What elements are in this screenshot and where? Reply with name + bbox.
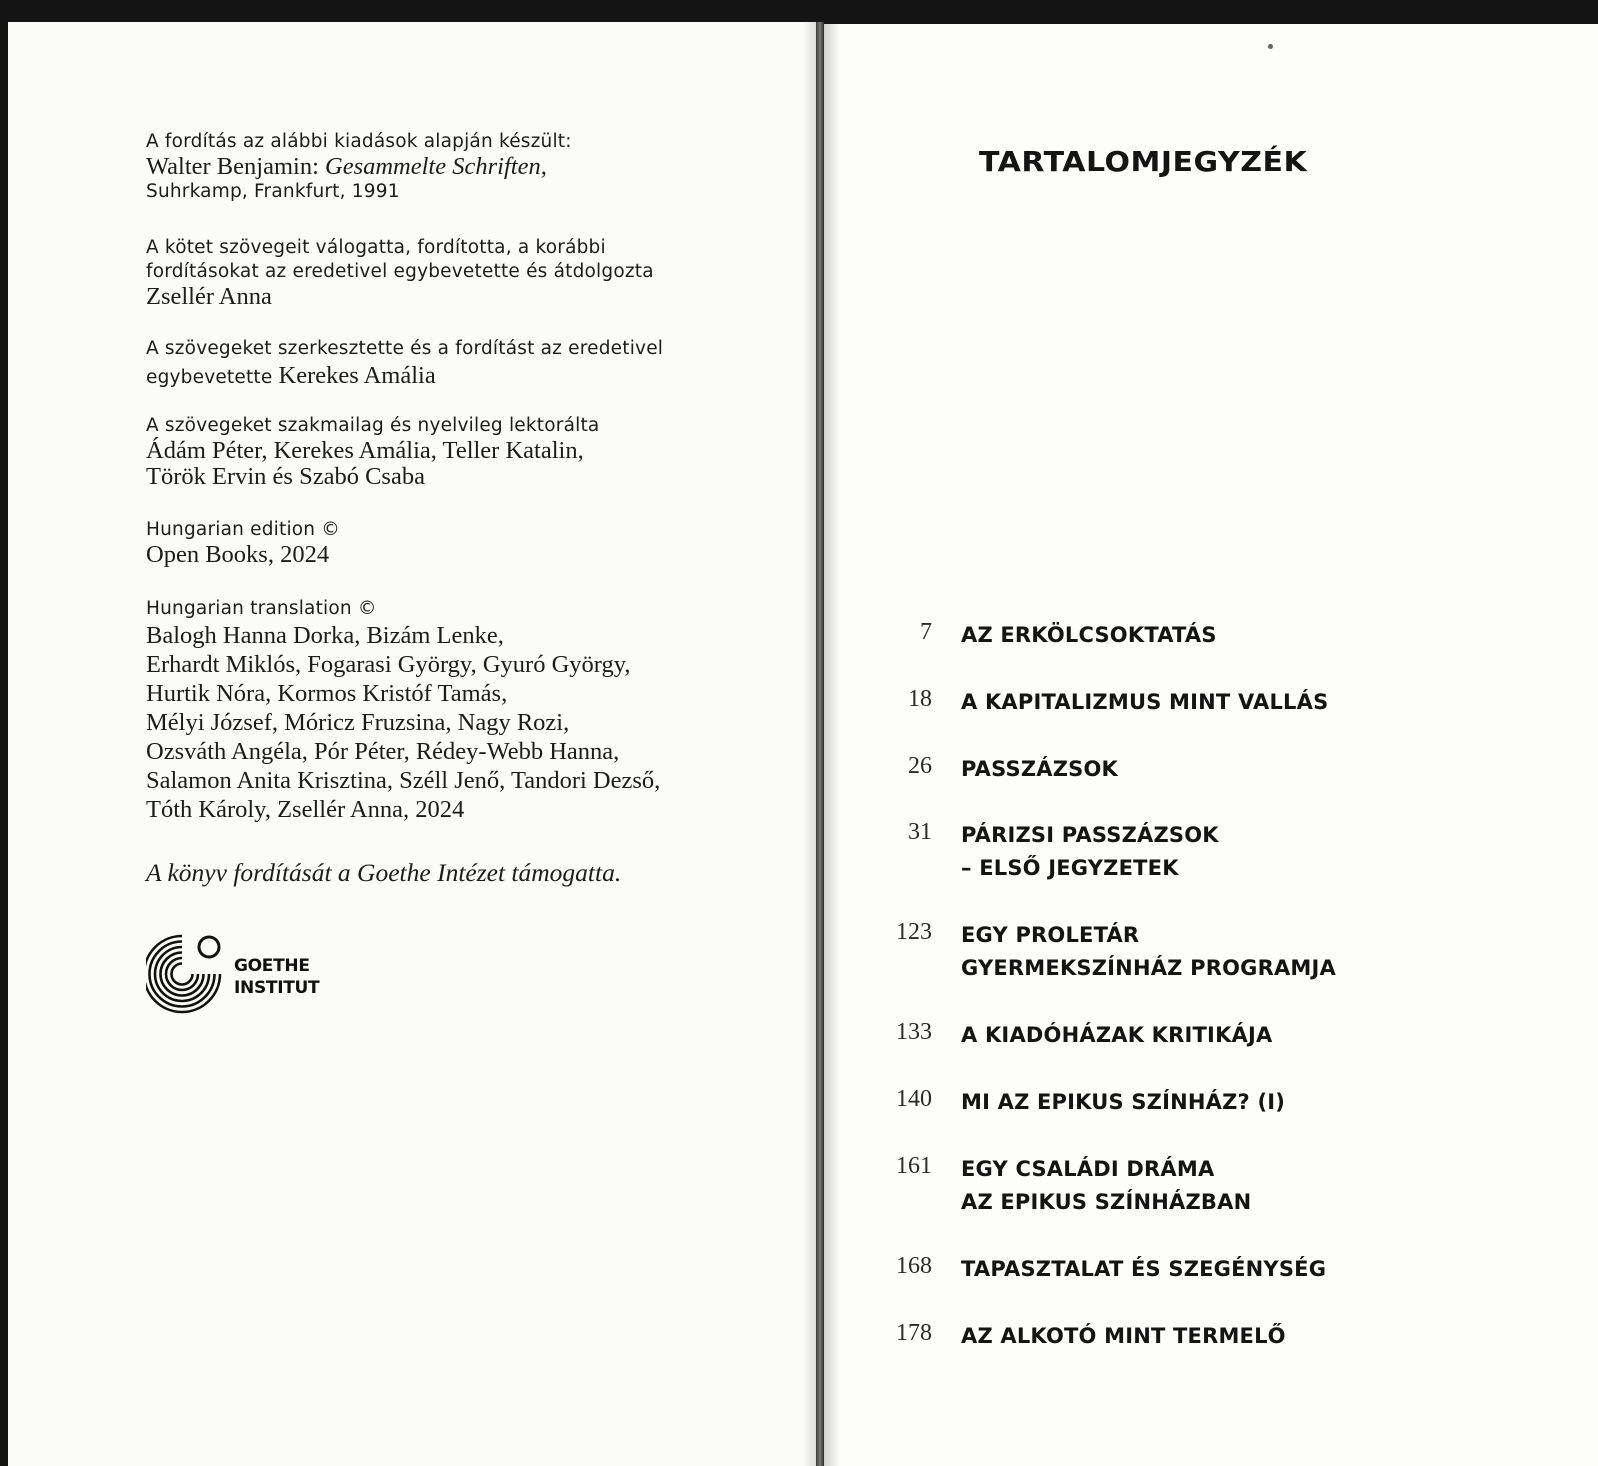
proofreader-names-1: Ádám Péter, Kerekes Amália, Teller Katalin, — [146, 437, 584, 464]
translation-names-6: Salamon Anita Krisztina, Széll Jenő, Tandori Dezső, — [146, 767, 661, 794]
logo-line-2: INSTITUT — [234, 978, 320, 998]
source-edition-title: Walter Benjamin: Gesammelte Schriften, — [146, 153, 547, 180]
toc-page-number: 26 — [908, 753, 932, 779]
toc-page-number: 161 — [896, 1153, 932, 1179]
editor-line: egybevetette Kerekes Amália — [146, 362, 436, 389]
book-gutter — [816, 22, 824, 1466]
edition-copyright-holder: Open Books, 2024 — [146, 541, 330, 568]
toc-entry-title: A KIADÓHÁZAK KRITIKÁJA — [961, 1023, 1273, 1047]
translator-block — [146, 236, 786, 310]
proofreader-label: A szövegeket szakmailag és nyelvileg lektorálta — [146, 415, 600, 436]
toc-entry-title: PASSZÁZSOK — [961, 757, 1118, 781]
translation-names-2: Erhardt Miklós, Fogarasi György, Gyuró György, — [146, 651, 631, 678]
toc-entry-title: TAPASZTALAT ÉS SZEGÉNYSÉG — [961, 1257, 1327, 1281]
toc-page-number: 178 — [896, 1320, 932, 1346]
toc-entry-title: PÁRIZSI PASSZÁZSOK – ELSŐ JEGYZETEK — [961, 823, 1219, 880]
translator-label-2: fordításokat az eredetivel egybevetette és átdolgozta — [146, 261, 654, 282]
translation-names-5: Ozsváth Angéla, Pór Péter, Rédey-Webb Hanna, — [146, 738, 620, 765]
toc-page-number: 140 — [896, 1086, 932, 1112]
edition-copyright-block — [146, 518, 786, 568]
source-edition-block — [146, 130, 786, 204]
translation-names-3: Hurtik Nóra, Kormos Kristóf Tamás, — [146, 680, 508, 707]
source-edition-publisher: Suhrkamp, Frankfurt, 1991 — [146, 181, 400, 202]
proofreader-block — [146, 414, 786, 490]
source-edition-label: A fordítás az alábbi kiadások alapján készült: — [146, 131, 572, 152]
translator-name: Zsellér Anna — [146, 283, 272, 310]
translation-names-1: Balogh Hanna Dorka, Bizám Lenke, — [146, 622, 504, 649]
toc-page-number: 168 — [896, 1253, 932, 1279]
toc-entry-title: AZ ERKÖLCSOKTATÁS — [961, 623, 1217, 647]
translator-label-1: A kötet szövegeit válogatta, fordította, a korábbi — [146, 237, 606, 258]
toc-page-number: 18 — [908, 686, 932, 712]
toc-page-number: 7 — [920, 619, 932, 645]
toc-page-number: 133 — [896, 1019, 932, 1045]
translation-copyright-block — [146, 597, 786, 824]
translation-names-7: Tóth Károly, Zsellér Anna, 2024 — [146, 796, 465, 823]
toc-entry-title: EGY PROLETÁR GYERMEKSZÍNHÁZ PROGRAMJA — [961, 923, 1336, 980]
print-speck — [1268, 44, 1273, 49]
toc-entry-title: MI AZ EPIKUS SZÍNHÁZ? (I) — [961, 1090, 1286, 1114]
editor-label: A szövegeket szerkesztette és a fordítást az eredetivel — [146, 338, 664, 359]
goethe-institut-wordmark — [234, 955, 319, 999]
translation-names-4: Mélyi József, Móricz Fruzsina, Nagy Rozi, — [146, 709, 570, 736]
goethe-institut-logo-icon — [146, 934, 226, 1014]
toc-page-number: 31 — [908, 819, 932, 845]
toc-entry-title: AZ ALKOTÓ MINT TERMELŐ — [961, 1324, 1286, 1348]
support-note: A könyv fordítását a Goethe Intézet támogatta. — [146, 858, 622, 887]
editor-block — [146, 337, 786, 394]
edition-copyright-label: Hungarian edition © — [146, 519, 341, 540]
logo-line-1: GOETHE — [234, 956, 310, 976]
toc-title: TARTALOMJEGYZÉK — [979, 146, 1308, 179]
toc-entry-title: EGY CSALÁDI DRÁMA AZ EPIKUS SZÍNHÁZBAN — [961, 1157, 1252, 1214]
toc-entry-title: A KAPITALIZMUS MINT VALLÁS — [961, 690, 1329, 714]
translation-copyright-label: Hungarian translation © — [146, 598, 377, 619]
right-page — [824, 24, 1598, 1466]
toc-page-number: 123 — [896, 919, 932, 945]
proofreader-names-2: Török Ervin és Szabó Csaba — [146, 463, 425, 490]
goethe-institut-logo — [146, 934, 346, 1014]
